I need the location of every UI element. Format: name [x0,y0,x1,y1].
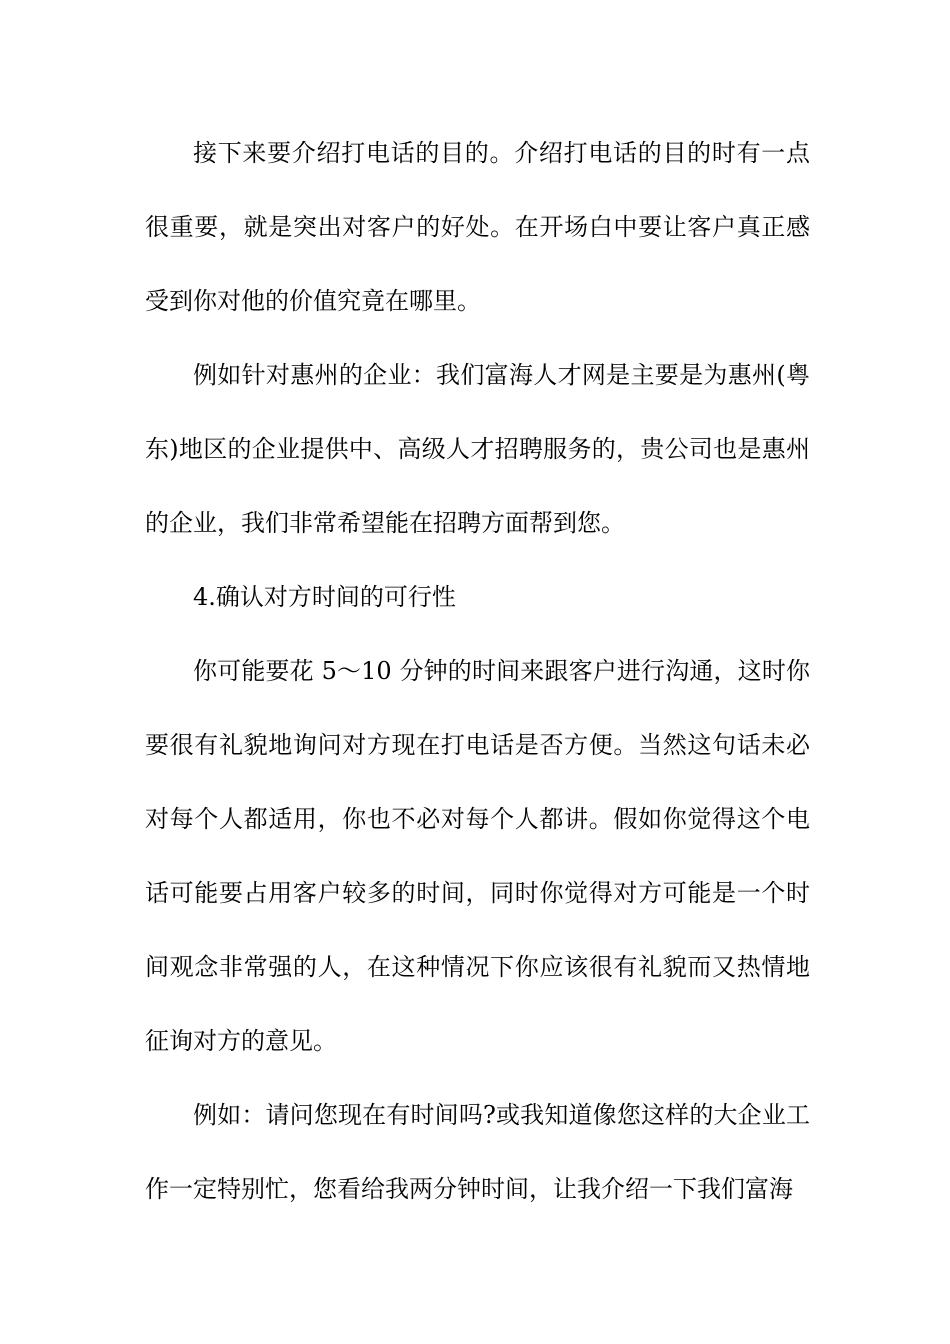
paragraph-time-feasibility: 你可能要花 5～10 分钟的时间来跟客户进行沟通，这时你要很有礼貌地询问对方现在打电话是否方便。当然这句话未必对每个人都适用，你也不必对每个人都讲。假如你觉得这个电话可能要占用客户较多的时间，同时你觉得对方可能是一个时间观念非常强的人，在这种情况下你应该很有礼貌而又热情地征询对方的意见。 [145,657,810,1055]
document-body [145,116,810,1226]
paragraph-example-ask-time: 例如：请问您现在有时间吗?或我知道像您这样的大企业工作一定特别忙，您看给我两分钟时间，让我介绍一下我们富海 [145,1101,810,1203]
paragraph-purpose: 接下来要介绍打电话的目的。介绍打电话的目的时有一点很重要，就是突出对客户的好处。在开场白中要让客户真正感受到你对他的价值究竟在哪里。 [145,139,810,315]
paragraph-example-huizhou: 例如针对惠州的企业：我们富海人才网是主要是为惠州(粤东)地区的企业提供中、高级人才招聘服务的，贵公司也是惠州的企业，我们非常希望能在招聘方面帮到您。 [145,361,810,537]
section-heading-confirm-time: 4.确认对方时间的可行性 [193,583,456,611]
